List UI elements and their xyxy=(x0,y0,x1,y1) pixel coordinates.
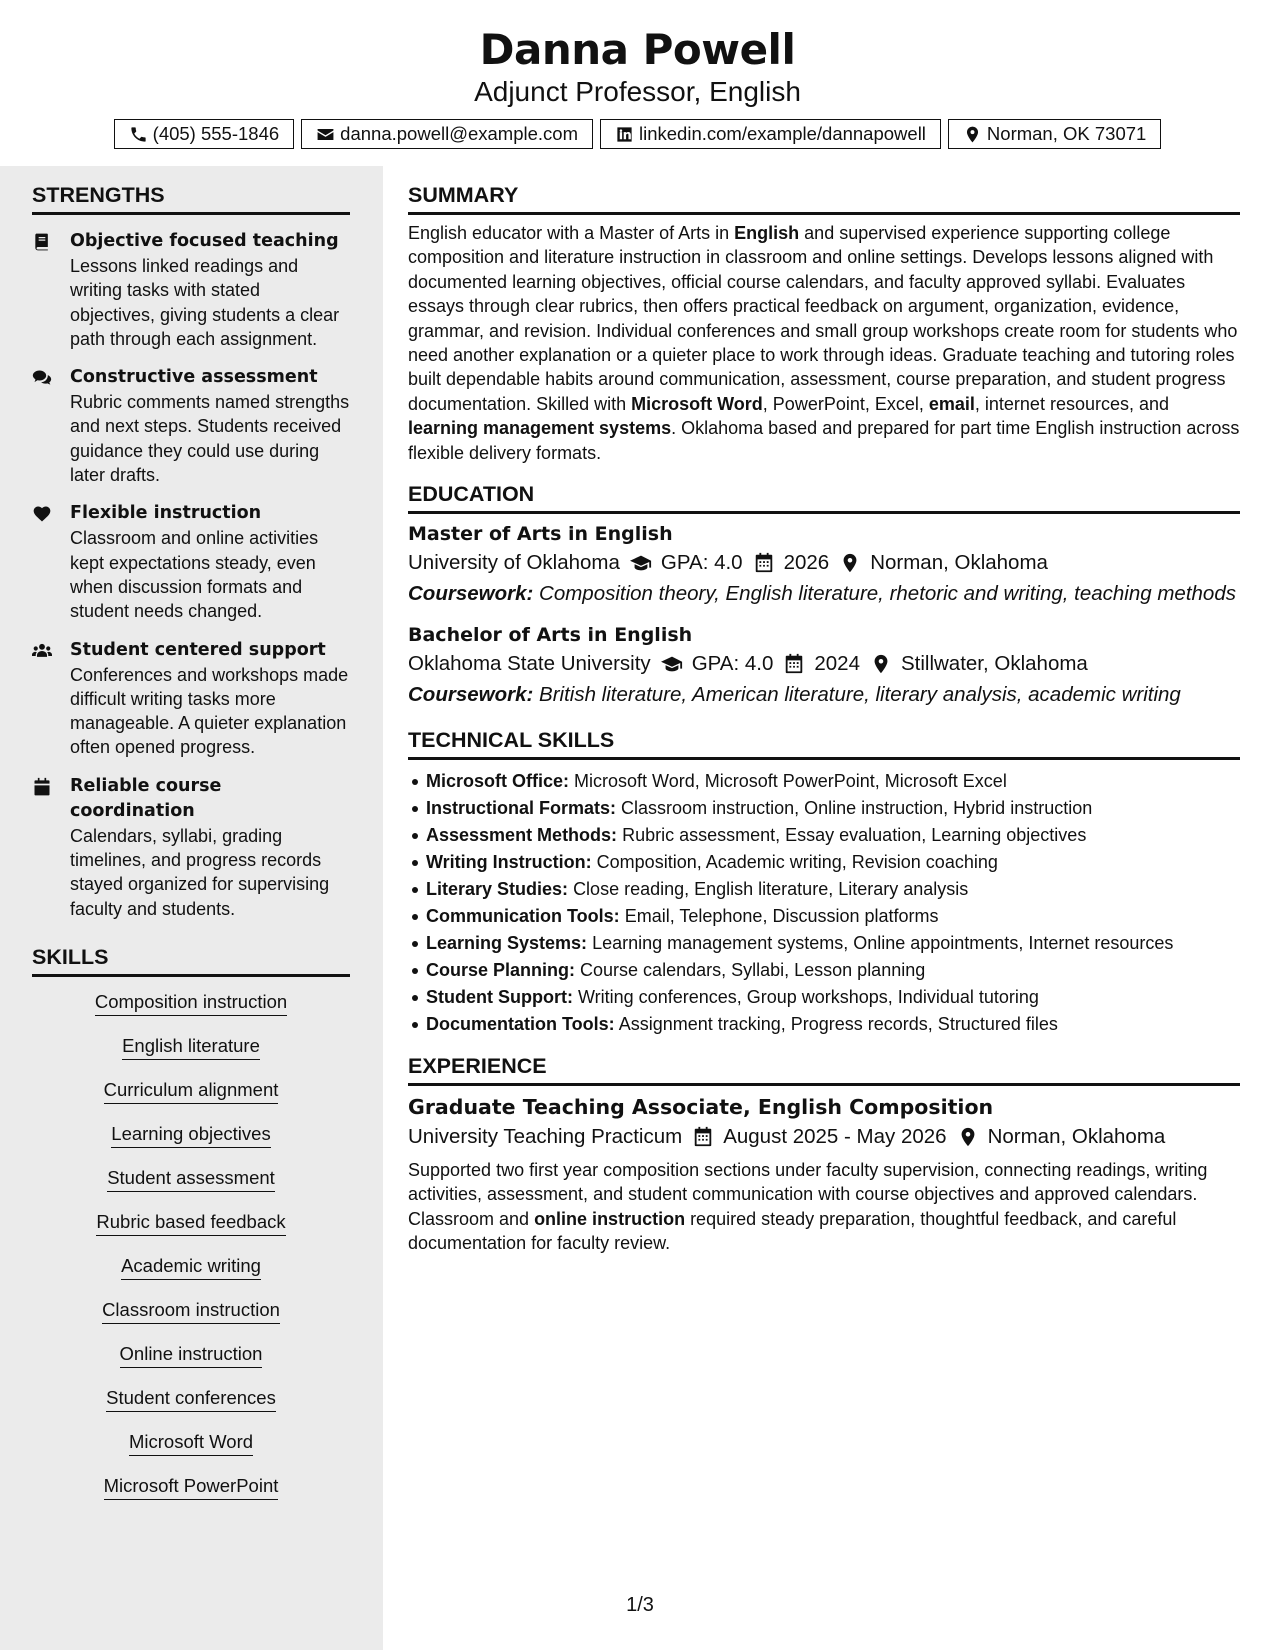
graduation-cap-icon xyxy=(630,552,652,574)
list-item: Communication Tools: Email, Telephone, Discussion platforms xyxy=(426,903,1240,930)
graduation-cap-icon xyxy=(661,653,683,675)
list-item: Student Support: Writing conferences, Group workshops, Individual tutoring xyxy=(426,984,1240,1011)
strength-item xyxy=(32,774,350,921)
skill-tag: Student conferences xyxy=(106,1385,276,1412)
strength-title: Constructive assessment xyxy=(70,367,318,388)
strength-desc: Classroom and online activities kept expectations steady, even when discussion formats and student needs changed. xyxy=(70,528,319,622)
gpa: GPA: 4.0 xyxy=(691,652,774,676)
email-text: danna.powell@example.com xyxy=(340,123,578,144)
comments-icon xyxy=(32,368,52,388)
strengths-heading: STRENGTHS xyxy=(32,181,350,215)
skill-tag: Curriculum alignment xyxy=(104,1077,279,1104)
education-heading: EDUCATION xyxy=(408,480,1240,514)
job-meta xyxy=(408,1122,1240,1152)
skill-tag: English literature xyxy=(122,1033,260,1060)
contact-email[interactable] xyxy=(301,119,593,149)
map-pin-icon xyxy=(839,552,861,574)
list-item: Assessment Methods: Rubric assessment, Essay evaluation, Learning objectives xyxy=(426,822,1240,849)
strength-item xyxy=(32,365,350,487)
list-item: Instructional Formats: Classroom instruction, Online instruction, Hybrid instruction xyxy=(426,795,1240,822)
grad-year: 2026 xyxy=(783,551,830,575)
experience-heading: EXPERIENCE xyxy=(408,1052,1240,1086)
school-location: Norman, Oklahoma xyxy=(870,551,1048,575)
calendar-icon xyxy=(32,777,52,797)
phone-text: (405) 555-1846 xyxy=(152,123,280,144)
education-entry xyxy=(408,621,1240,710)
list-item: Writing Instruction: Composition, Academic writing, Revision coaching xyxy=(426,849,1240,876)
heart-icon xyxy=(32,504,52,524)
grad-year: 2024 xyxy=(814,652,860,676)
calendar-icon xyxy=(692,1126,714,1148)
map-pin-icon xyxy=(870,653,892,675)
skill-tag: Student assessment xyxy=(107,1165,275,1192)
skills-heading: SKILLS xyxy=(32,943,350,977)
resume-header xyxy=(0,0,1275,149)
strength-title: Flexible instruction xyxy=(70,503,262,524)
candidate-name: Danna Powell xyxy=(479,25,796,74)
calendar-icon xyxy=(753,552,775,574)
gpa: GPA: 4.0 xyxy=(660,551,743,575)
contact-location xyxy=(948,119,1161,149)
job-dates: August 2025 - May 2026 xyxy=(723,1125,947,1149)
linkedin-icon xyxy=(615,125,634,144)
coursework: Coursework: British literature, American literature, literary analysis, academic writing xyxy=(408,683,1181,707)
skills-list xyxy=(32,989,350,1517)
strength-title: Student centered support xyxy=(70,639,326,660)
envelope-icon xyxy=(316,125,335,144)
strength-title: Objective focused teaching xyxy=(70,231,339,251)
skill-tag: Rubric based feedback xyxy=(96,1209,285,1236)
main-content xyxy=(408,166,1240,1256)
strength-desc: Lessons linked readings and writing tasks with stated objectives, giving students a clear path through each assignment. xyxy=(70,256,340,349)
contact-linkedin[interactable] xyxy=(600,119,941,149)
summary-text: English educator with a Master of Arts in English and supervised experience supporting college composition and literature instruction in classroom and online settings. Develops lessons aligned with documented learning objectives, official course calendars, and faculty approved syllabi. Evaluates essays through clear rubrics, then offers practical feedback on argument, organization, evidence, grammar, and revision. Individual conferences and small group workshops create room for students who need another explanation or a quieter place to work through ideas. Graduate teaching and tutoring roles built dependable habits around communication, assessment, course preparation, and student progress documentation. Skilled with Microsoft Word, PowerPoint, Excel, email, internet resources, and learning management systems. Oklahoma based and prepared for part time English instruction across flexible delivery formats. xyxy=(408,223,1240,463)
page-indicator: 1/3 xyxy=(626,1594,654,1616)
list-item: Microsoft Office: Microsoft Word, Microsoft PowerPoint, Microsoft Excel xyxy=(426,768,1240,795)
school-location: Stillwater, Oklahoma xyxy=(900,652,1088,676)
users-icon xyxy=(32,641,52,661)
skill-tag: Academic writing xyxy=(121,1253,261,1280)
list-item: Literary Studies: Close reading, English literature, Literary analysis xyxy=(426,876,1240,903)
school-name: Oklahoma State University xyxy=(408,652,651,676)
strength-title: Reliable course coordination xyxy=(70,775,222,821)
strength-item xyxy=(32,501,350,623)
strength-desc: Conferences and workshops made difficult writing tasks more manageable. A quieter explanation often opened progress. xyxy=(70,664,349,758)
map-pin-icon xyxy=(963,125,982,144)
skill-tag: Learning objectives xyxy=(111,1121,270,1148)
summary-heading: SUMMARY xyxy=(408,181,1240,215)
strength-desc: Calendars, syllabi, grading timelines, and progress records stayed organized for supervising faculty and students. xyxy=(70,825,330,919)
skill-tag: Online instruction xyxy=(120,1341,263,1368)
coursework: Coursework: Composition theory, English literature, rhetoric and writing, teaching methods xyxy=(408,582,1236,606)
list-item: Documentation Tools: Assignment tracking, Progress records, Structured files xyxy=(426,1011,1240,1038)
list-item: Course Planning: Course calendars, Syllabi, Lesson planning xyxy=(426,957,1240,984)
job-description: Supported two first year composition sections under faculty supervision, connecting readings, writing activities, assessment, and student communication with course objectives and approved calendars. Classroom and online instruction required steady preparation, thoughtful feedback, and careful documentation for faculty review. xyxy=(408,1160,1208,1254)
education-meta xyxy=(408,649,1240,679)
skill-tag: Composition instruction xyxy=(95,989,287,1016)
candidate-title: Adjunct Professor, English xyxy=(474,76,801,107)
degree-title: Master of Arts in English xyxy=(408,523,673,546)
job-location: Norman, Oklahoma xyxy=(987,1125,1166,1149)
calendar-icon xyxy=(783,653,805,675)
education-meta xyxy=(408,548,1240,578)
skill-tag: Microsoft PowerPoint xyxy=(104,1473,279,1500)
strength-desc: Rubric comments named strengths and next steps. Students received guidance they could use during later drafts. xyxy=(70,392,350,486)
school-name: University of Oklahoma xyxy=(408,551,620,575)
technical-skills-heading: TECHNICAL SKILLS xyxy=(408,726,1240,760)
book-icon xyxy=(32,232,52,252)
strength-item xyxy=(32,229,350,351)
list-item: Learning Systems: Learning management systems, Online appointments, Internet resources xyxy=(426,930,1240,957)
phone-icon xyxy=(129,125,148,144)
degree-title: Bachelor of Arts in English xyxy=(408,624,693,647)
job-org: University Teaching Practicum xyxy=(408,1125,683,1149)
location-text: Norman, OK 73071 xyxy=(986,123,1147,144)
job-title: Graduate Teaching Associate, English Composition xyxy=(408,1095,994,1120)
skill-tag: Classroom instruction xyxy=(102,1297,280,1324)
technical-skills-list xyxy=(408,768,1240,1038)
education-entry xyxy=(408,520,1240,609)
strength-item xyxy=(32,638,350,760)
skill-tag: Microsoft Word xyxy=(129,1429,253,1456)
sidebar xyxy=(0,166,383,1650)
contact-bar xyxy=(0,119,1275,149)
linkedin-text: linkedin.com/example/dannapowell xyxy=(639,123,926,144)
map-pin-icon xyxy=(957,1126,979,1148)
contact-phone xyxy=(114,119,295,149)
